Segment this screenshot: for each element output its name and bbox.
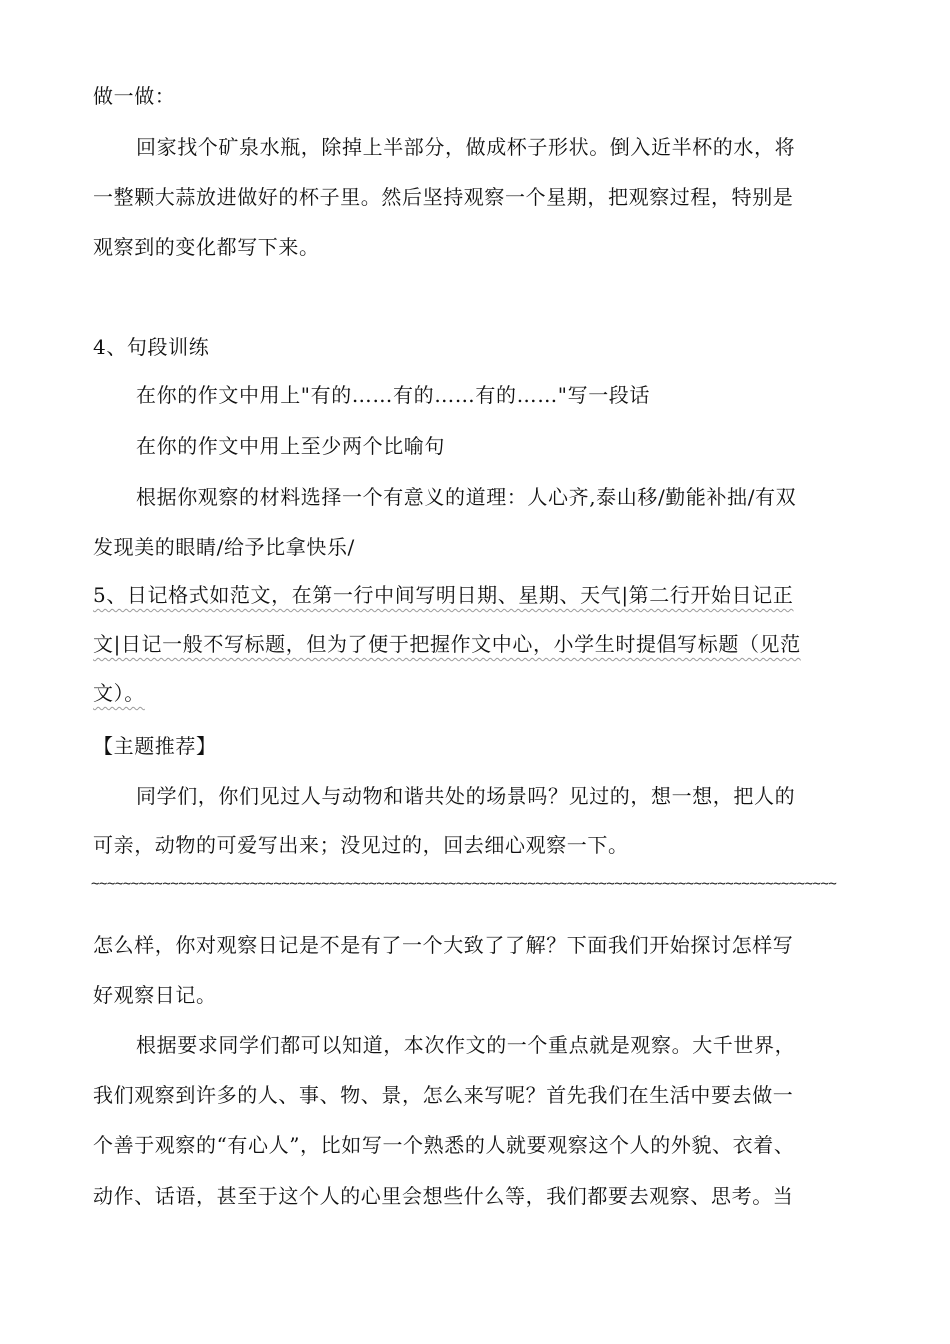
do-heading: 做一做： bbox=[93, 84, 176, 108]
do-line-2: 一整颗大蒜放进做好的杯子里。然后坚持观察一个星期，把观察过程，特别是 bbox=[93, 185, 794, 209]
section4-item-3-cont: 发现美的眼睛/给予比拿快乐/ bbox=[93, 535, 355, 559]
do-line-3: 观察到的变化都写下来。 bbox=[93, 235, 320, 259]
theme-line-2: 可亲，动物的可爱写出来；没见过的，回去细心观察一下。 bbox=[93, 833, 629, 857]
do-line-1: 回家找个矿泉水瓶，除掉上半部分，做成杯子形状。倒入近半杯的水，将 bbox=[136, 135, 796, 159]
section5-line-3 bbox=[93, 680, 863, 706]
body-para1-line-1: 怎么样，你对观察日记是不是有了一个大致了了解？下面我们开始探讨怎样写 bbox=[93, 933, 794, 957]
section5-line-1 bbox=[93, 582, 863, 608]
theme-line-1: 同学们，你们见过人与动物和谐共处的场景吗？见过的，想一想，把人的 bbox=[136, 784, 796, 808]
body-para2-line-1: 根据要求同学们都可以知道，本次作文的一个重点就是观察。大千世界， bbox=[136, 1033, 796, 1057]
section5-text-2: 文|日记一般不写标题，但为了便于把握作文中心，小学生时提倡写标题（见范 bbox=[93, 632, 801, 656]
tilde-separator: ~~~~~~~~~~~~~~~~~~~~~~~~~~~~~~~~~~~~~~~~~~~~~~~~~~~~~~~~~~~~~~~~~~~~~~~~~~~~~~~~~~~~~~~~~~~~~~ bbox=[91, 876, 837, 892]
body-para1-line-2: 好观察日记。 bbox=[93, 983, 217, 1007]
section4-item-3: 根据你观察的材料选择一个有意义的道理：人心齐,泰山移/勤能补拙/有双 bbox=[136, 485, 797, 509]
body-para2-line-3: 个善于观察的“有心人”，比如写一个熟悉的人就要观察这个人的外貌、衣着、 bbox=[93, 1133, 795, 1157]
body-para2-line-4: 动作、话语，甚至于这个人的心里会想些什么等，我们都要去观察、思考。当 bbox=[93, 1184, 794, 1208]
section4-item-2: 在你的作文中用上至少两个比喻句 bbox=[136, 434, 445, 458]
section5-text-3: 文）。 bbox=[93, 681, 145, 705]
section4-item-1: 在你的作文中用上"有的……有的……有的……"写一段话 bbox=[136, 383, 650, 407]
section4-heading: 4、句段训练 bbox=[93, 335, 210, 359]
section5-text-1: 5、日记格式如范文，在第一行中间写明日期、星期、天气|第二行开始日记正 bbox=[93, 583, 794, 607]
body-para2-line-2: 我们观察到许多的人、事、物、景，怎么来写呢？首先我们在生活中要去做一 bbox=[93, 1083, 794, 1107]
section5-line-2 bbox=[93, 631, 863, 657]
theme-heading: 【主题推荐】 bbox=[93, 734, 217, 758]
